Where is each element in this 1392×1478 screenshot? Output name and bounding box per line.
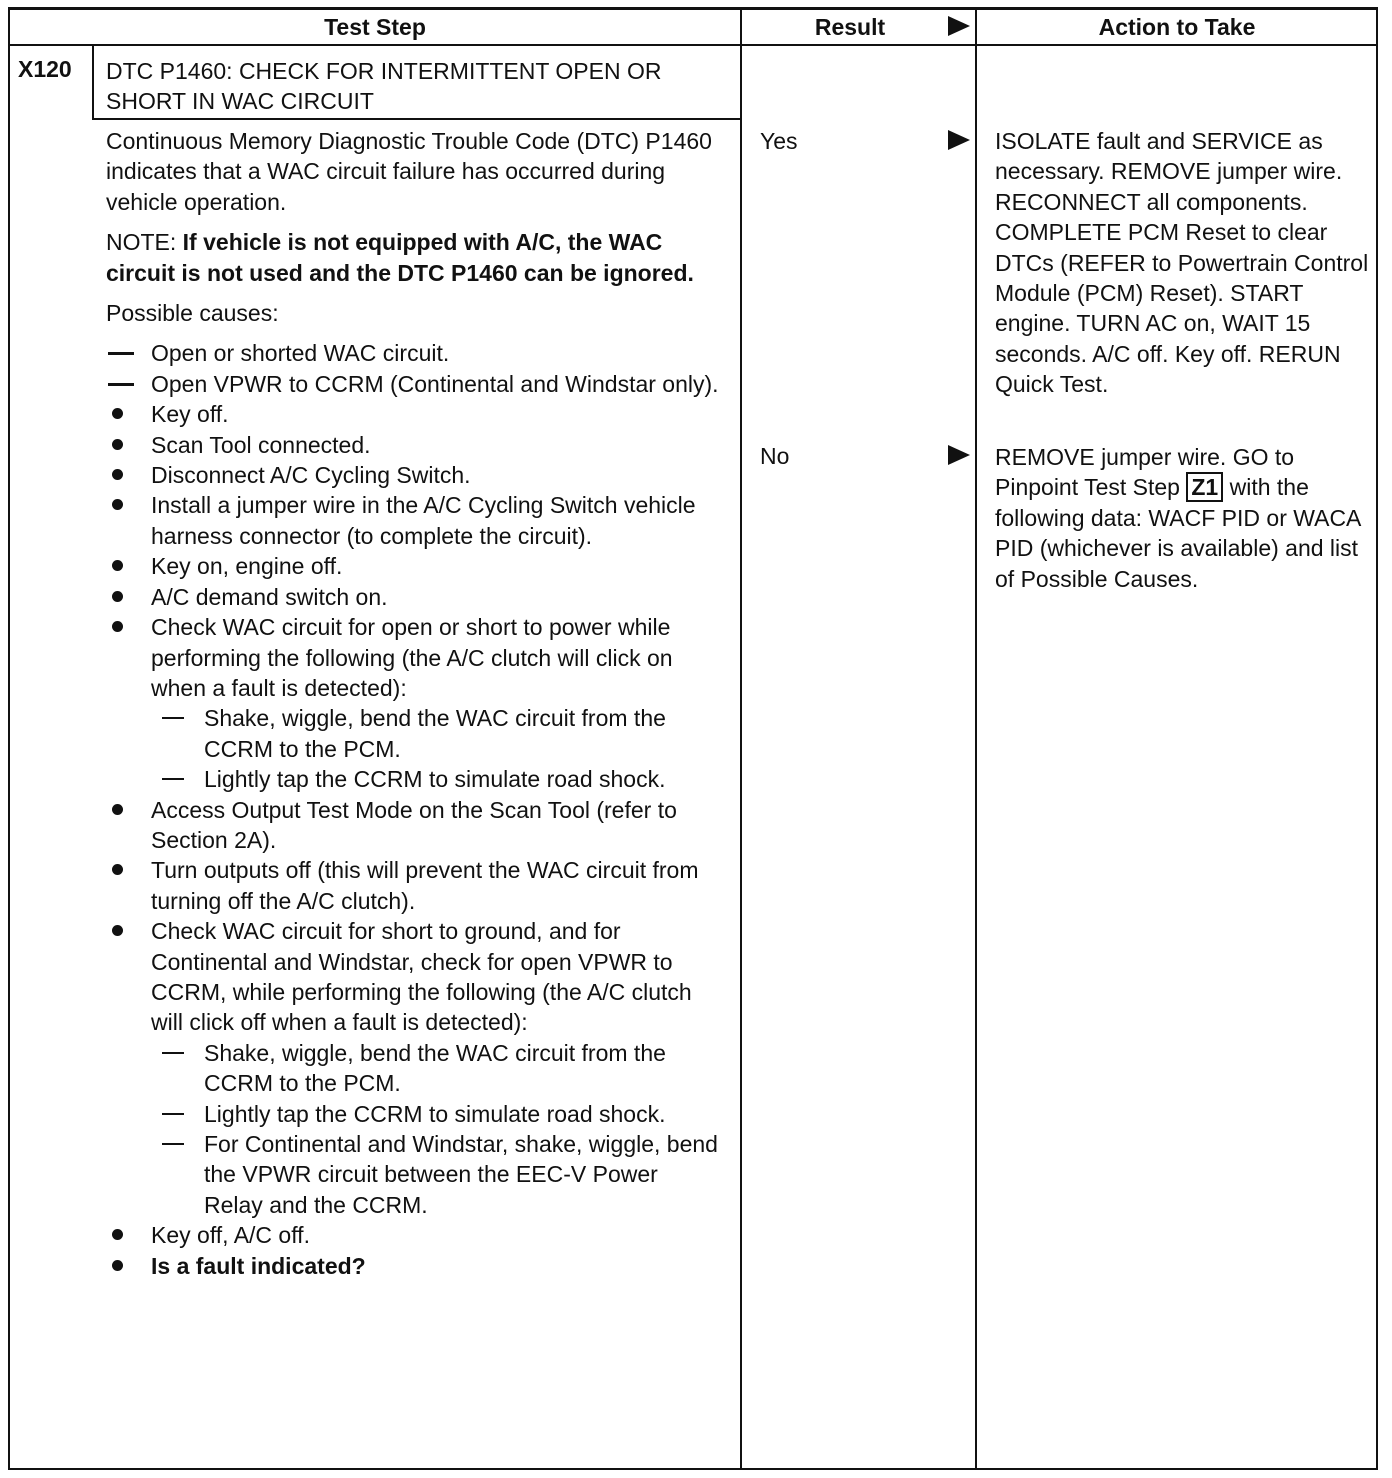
sub-item: Shake, wiggle, bend the WAC circuit from the CCRM to the PCM.: [106, 703, 721, 764]
step-item: Check WAC circuit for short to ground, and for Continental and Windstar, check for open VPWR to CCRM, while performing the following (the A/C clutch will click off when a fault is detected):: [106, 916, 721, 1038]
step-item: Disconnect A/C Cycling Switch.: [106, 460, 721, 490]
note-text: If vehicle is not equipped with A/C, the WAC circuit is not used and the DTC P1460 can be ignored.: [106, 229, 694, 286]
action-no: REMOVE jumper wire. GO to Pinpoint Test Step Z1 with the following data: WACF PID or WACA PID (whichever is available) and list of Possible Causes.: [995, 444, 1361, 592]
step-item: Install a jumper wire in the A/C Cycling Switch vehicle harness connector (to complete the circuit).: [106, 490, 721, 551]
step-item: Key off, A/C off.: [106, 1220, 721, 1250]
header-result: Result: [814, 14, 886, 40]
cause-item: Open or shorted WAC circuit.: [106, 338, 721, 368]
step-body: [106, 126, 721, 1281]
action-yes: ISOLATE fault and SERVICE as necessary. REMOVE jumper wire. RECONNECT all components. COMPLETE PCM Reset to clear DTCs (REFER to Powertrain Control Module (PCM) Reset). START engine. TURN AC on, WAIT 15 seconds. A/C off. Key off. RERUN Quick Test.: [995, 128, 1369, 398]
arrow-right-icon: [948, 16, 970, 36]
test-step-table: [8, 8, 1378, 1470]
result-no: No: [760, 443, 790, 469]
step-id: X120: [18, 56, 72, 82]
cause-item: Open VPWR to CCRM (Continental and Windstar only).: [106, 369, 721, 399]
header-action: Action to Take: [1098, 14, 1256, 40]
step-item: Scan Tool connected.: [106, 430, 721, 460]
pinpoint-step-link[interactable]: Z1: [1186, 472, 1223, 502]
step-item: A/C demand switch on.: [106, 582, 721, 612]
column-divider: [740, 8, 742, 1468]
header-test-step: Test Step: [324, 14, 426, 40]
title-rule: [92, 118, 742, 120]
intro-text: Continuous Memory Diagnostic Trouble Code (DTC) P1460 indicates that a WAC circuit failure has occurred during vehicle operation.: [106, 128, 712, 215]
note-label: NOTE:: [106, 229, 183, 256]
arrow-right-icon: [948, 130, 970, 150]
arrow-right-icon: [948, 445, 970, 465]
note: [106, 227, 721, 288]
result-yes: Yes: [760, 128, 798, 154]
step-item: Access Output Test Mode on the Scan Tool (refer to Section 2A).: [106, 795, 721, 856]
sub-item: Shake, wiggle, bend the WAC circuit from the CCRM to the PCM.: [106, 1038, 721, 1099]
sub-item: For Continental and Windstar, shake, wiggle, bend the VPWR circuit between the EEC-V Power Relay and the CCRM.: [106, 1129, 721, 1220]
step-item: Turn outputs off (this will prevent the WAC circuit from turning off the A/C clutch).: [106, 855, 721, 916]
causes-label: Possible causes:: [106, 300, 279, 327]
column-divider: [975, 8, 977, 1468]
step-item: Key on, engine off.: [106, 551, 721, 581]
step-id-divider: [92, 46, 94, 118]
step-item: Key off.: [106, 399, 721, 429]
sub-item: Lightly tap the CCRM to simulate road shock.: [106, 764, 721, 794]
step-title: DTC P1460: CHECK FOR INTERMITTENT OPEN OR SHORT IN WAC CIRCUIT: [106, 58, 662, 114]
header-rule: [10, 44, 1376, 46]
question-item: Is a fault indicated?: [106, 1251, 721, 1281]
sub-item: Lightly tap the CCRM to simulate road shock.: [106, 1099, 721, 1129]
step-item: Check WAC circuit for open or short to power while performing the following (the A/C clutch will click on when a fault is detected):: [106, 612, 721, 703]
